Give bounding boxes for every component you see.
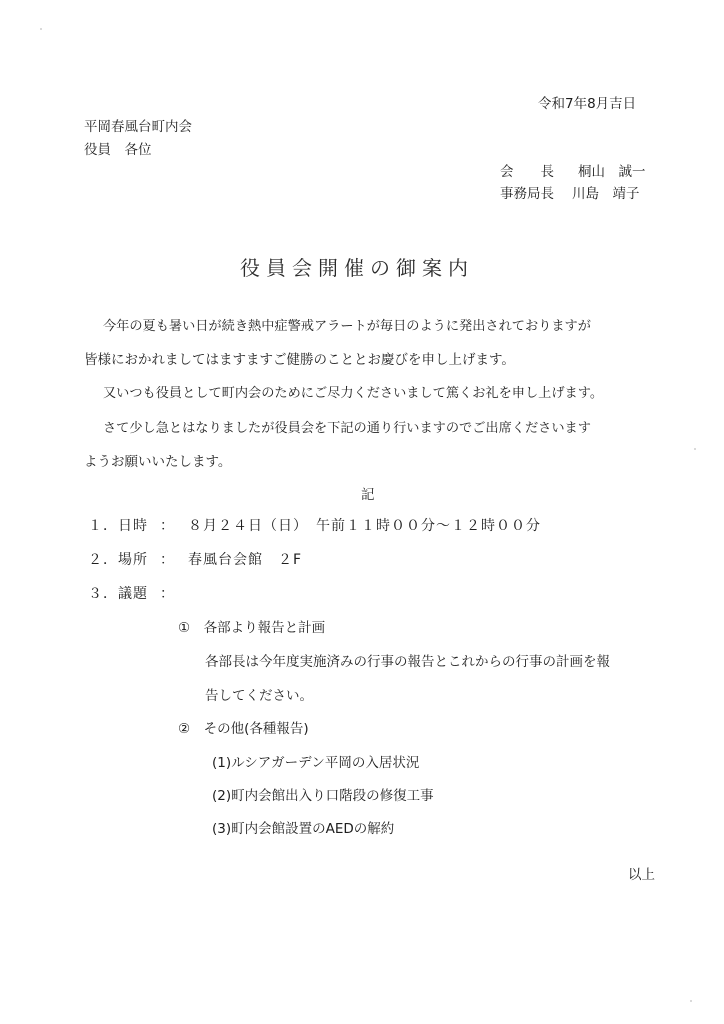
agenda-item-1-desc-line-2: 告してください。 <box>205 688 313 704</box>
body-line-2: 皆様におかれましてはますますご健勝のこととお慶びを申し上げます。 <box>84 352 515 368</box>
sender-secretary-title: 事務局長 <box>500 186 554 202</box>
body-line-4: さて少し急とはなりましたが役員会を下記の通り行いますのでご出席くださいます <box>103 421 591 436</box>
item-2-place: 春風台会館 ２F <box>188 552 303 568</box>
body-line-1: 今年の夏も暑い日が続き熱中症警戒アラートが毎日のように発出されておりますが <box>103 319 591 334</box>
scan-speck <box>694 448 696 450</box>
document-title: 役員会開催の御案内 <box>240 256 474 280</box>
item-3-label: ３．議題 <box>88 586 148 602</box>
letter-date: 令和7年8月吉日 <box>538 96 637 112</box>
agenda-subitem-2: (2)町内会館出入り口階段の修復工事 <box>212 788 434 804</box>
item-2-label: ２．場所 <box>88 552 148 568</box>
item-1-datetime: ８月２４日（日） 午前１１時００分～１２時００分 <box>188 518 541 534</box>
item-1-colon: ： <box>160 518 175 534</box>
item-2-colon: ： <box>160 552 175 568</box>
agenda-subitem-3: (3)町内会館設置のAEDの解約 <box>212 821 395 837</box>
sender-chair-title: 会 長 <box>500 164 554 180</box>
item-3-colon: ： <box>160 586 175 602</box>
agenda-item-1-desc-line-1: 各部長は今年度実施済みの行事の報告とこれからの行事の計画を報 <box>205 654 610 670</box>
agenda-item-1: ① 各部より報告と計画 <box>178 620 326 636</box>
body-line-3: 又いつも役員として町内会のためにご尽力くださいまして篤くお礼を申し上げます。 <box>103 386 604 401</box>
agenda-item-2: ② その他(各種報告) <box>178 721 309 737</box>
recipient-organization: 平岡春風台町内会 <box>84 119 192 135</box>
scan-speck <box>690 1000 692 1002</box>
sender-secretary-name: 川島 靖子 <box>572 186 640 202</box>
agenda-subitem-1: (1)ルシアガーデン平岡の入居状況 <box>212 755 420 771</box>
sender-chair-name: 桐山 誠一 <box>578 164 646 180</box>
body-line-5: ようお願いいたします。 <box>84 454 232 470</box>
recipient-addressee: 役員 各位 <box>84 142 152 158</box>
item-1-label: １．日時 <box>88 518 148 534</box>
ki-heading: 記 <box>361 487 375 503</box>
scan-speck <box>40 28 42 30</box>
closing-ijou: 以上 <box>628 867 655 883</box>
